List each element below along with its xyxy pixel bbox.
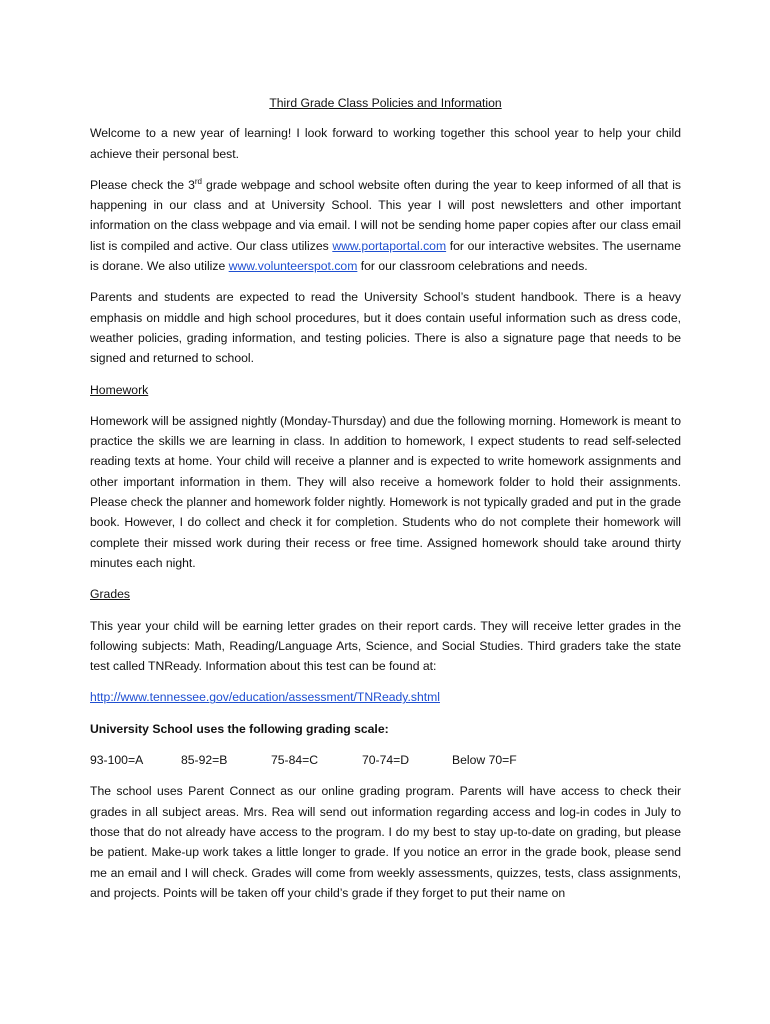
- grade-c: 75-84=C: [271, 753, 319, 768]
- grade-b: 85-92=B: [181, 753, 228, 768]
- grade-a: 93-100=A: [90, 753, 144, 768]
- grading-scale-row: [90, 750, 681, 770]
- webpage-text-2: grade webpage and school website often during the year to keep informed of all that is happening in our class and at University School. This year I will post newsletters and other important information on the class webpage and via email. I will not be sending home paper copies after our class email list is compiled and active. Our class utilizes: [90, 177, 681, 253]
- ordinal-suffix: rd: [194, 176, 203, 186]
- webpage-text-3: for our interactive websites. The username is dorane. We also utilize: [90, 238, 681, 274]
- webpage-text-4: for our classroom celebrations and needs.: [357, 259, 588, 274]
- tnready-link[interactable]: http://www.tennessee.gov/education/assessment/TNReady.shtml: [90, 690, 440, 705]
- tnready-link-paragraph: [90, 687, 681, 707]
- grading-scale-heading: University School uses the following grading scale:: [90, 721, 389, 736]
- portaportal-link[interactable]: www.portaportal.com: [332, 238, 447, 253]
- webpage-text-1: Please check the 3: [90, 177, 195, 192]
- grades-paragraph: This year your child will be earning letter grades on their report cards. They will receive letter grades in the following subjects: Math, Reading/Language Arts, Science, and Social Studies. Third graders take the state test called TNReady. Information about this test can be found at:: [90, 618, 681, 674]
- grade-f: Below 70=F: [452, 753, 517, 768]
- homework-paragraph: Homework will be assigned nightly (Monday-Thursday) and due the following morning. Homework is meant to practice the skills we are learning in class. In addition to homework, I expect students to read self-selected reading texts at home. Your child will receive a planner and is expected to write homework assignments and other important information in them. They will also receive a homework folder to hold their assignments. Please check the planner and homework folder nightly. Homework is not typically graded and put in the grade book. However, I do collect and check it for completion. Students who do not complete their homework will complete their missed work during their recess or free time. Assigned homework should take around thirty minutes each night.: [90, 413, 681, 570]
- volunteerspot-link[interactable]: www.volunteerspot.com: [228, 259, 358, 274]
- grades-heading: Grades: [90, 587, 130, 602]
- homework-heading: Homework: [90, 382, 149, 397]
- handbook-paragraph: Parents and students are expected to read the University School’s student handbook. There is a heavy emphasis on middle and high school procedures, but it does contain useful information such as dress code, weather policies, grading information, and testing policies. There is also a signature page that needs to be signed and returned to school.: [90, 290, 681, 366]
- parent-connect-paragraph: The school uses Parent Connect as our online grading program. Parents will have access to check their grades in all subject areas. Mrs. Rea will send out information regarding access and log-in codes in July to those that do not already have access to the program. I do my best to stay up-to-date on grading, but please be patient. Make-up work takes a little longer to grade. If you notice an error in the grade book, please send me an email and I will check. Grades will come from weekly assessments, quizzes, tests, class assignments, and projects. Points will be taken off your child’s grade if they forget to put their name on: [90, 784, 681, 900]
- document-body: [90, 93, 681, 914]
- document-title: Third Grade Class Policies and Information: [269, 96, 502, 110]
- welcome-paragraph: Welcome to a new year of learning! I look forward to working together this school year to help your child achieve their personal best.: [90, 126, 681, 161]
- webpage-paragraph: [90, 175, 681, 276]
- grade-d: 70-74=D: [362, 753, 410, 768]
